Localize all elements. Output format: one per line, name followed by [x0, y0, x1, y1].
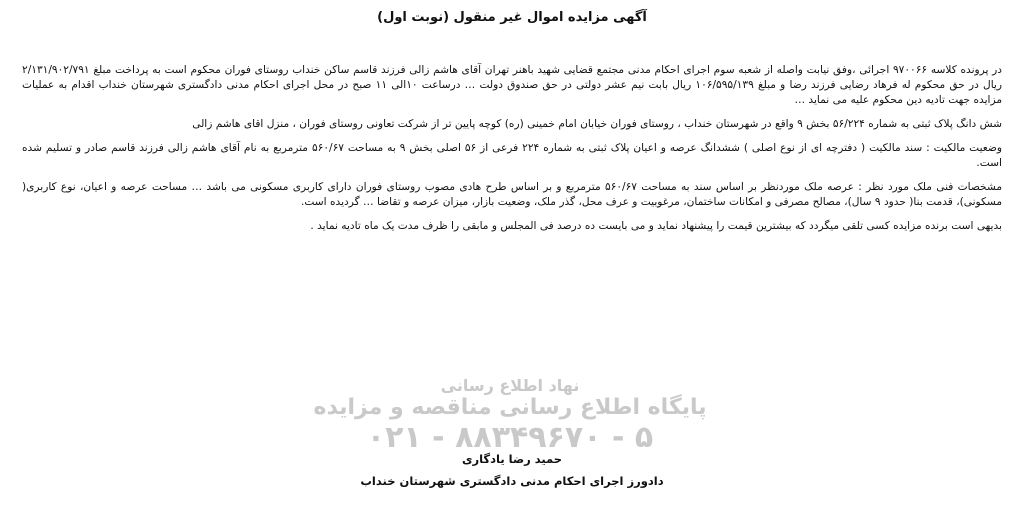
watermark-phone: ۰۲۱ - ۸۸۳۴۹۶۷۰ - ۵ [366, 420, 654, 455]
notice-intro-paragraph: در پرونده کلاسه ۹۷۰۰۶۶ اجرائی ،وفق نیابت واصله از شعبه سوم اجرای احکام مدنی مجتمع قضایی شهید باهنر تهران آقای هاشم زالی فرزند قاسم ساکن خنداب روستای فوران محکوم است به پرداخت مبلغ ۲/۱۳۱/۹۰۲/۷۹۱ ریال در حق محکوم له فرهاد رضایی فرزند رضا و مبلغ ۱۰۶/۵۹۵/۱۳۹ ریال بابت نیم عشر دولتی در حق صندوق دولت … درساعت ۱۰الی ۱۱ صبح در محل اجرای احکام مدنی دادگستری شهرستان خنداب اقدام به عملیات مزایده جهت تادیه دین محکوم علیه می نماید … [22, 64, 1002, 106]
watermark-line-1: نهاد اطلاع رسانی [440, 376, 580, 395]
technical-specs-paragraph: مشخصات فنی ملک مورد نظر : عرصه ملک موردنظر بر اساس سند به مساحت ۵۶۰/۶۷ مترمربع و بر اساس طرح هادی مصوب روستای فوران دارای کاربری مسکونی می باشد … مساحت عرصه و اعیان، نوع کاربری( مسکونی)، قدمت بنا( حدود ۹ سال)، مصالح مصرفی و امکانات ساختمان، مرغوبیت و عرف محل، گذر ملک، وضعیت بازار، میزان عرصه و تقاضا … گردیده است. [22, 181, 1003, 208]
ownership-status-paragraph: وضعیت مالکیت : سند مالکیت ( دفترچه ای از نوع اصلی ) ششدانگ عرصه و اعیان پلاک ثبتی به شماره ۲۲۴ فرعی از ۵۶ اصلی بخش ۹ به مساحت ۵۶۰/۶۷ مترمربع به نام آقای هاشم زالی فرزند قاسم صادر و تسلیم شده است. [22, 142, 1003, 169]
signature-block [0, 452, 1024, 496]
publisher-watermark [300, 376, 720, 455]
watermark-line-2: پایگاه اطلاع رسانی مناقصه و مزایده [313, 395, 707, 420]
property-description-paragraph: شش دانگ پلاک ثبتی به شماره ۵۶/۲۲۴ بخش ۹ واقع در شهرستان خنداب ، روستای فوران خیابان امام خمینی (ره) کوچه پایین تر از شرکت تعاونی روستای فوران ، منزل اقای هاشم زالی [192, 118, 1002, 130]
closing-terms-paragraph: بدیهی است برنده مزایده کسی تلقی میگردد که بیشترین قیمت را پیشنهاد نماید و می بایست ده درصد فی المجلس و مابقی را ظرف مدت یک ماه تادیه نماید . [310, 220, 1002, 232]
signer-name: حمید رضا یادگاری [461, 452, 563, 466]
notice-title: آگهی مزایده اموال غیر منقول (نوبت اول) [377, 10, 647, 25]
signer-office: دادورز اجرای احکام مدنی دادگستری شهرستان خنداب [360, 474, 664, 488]
